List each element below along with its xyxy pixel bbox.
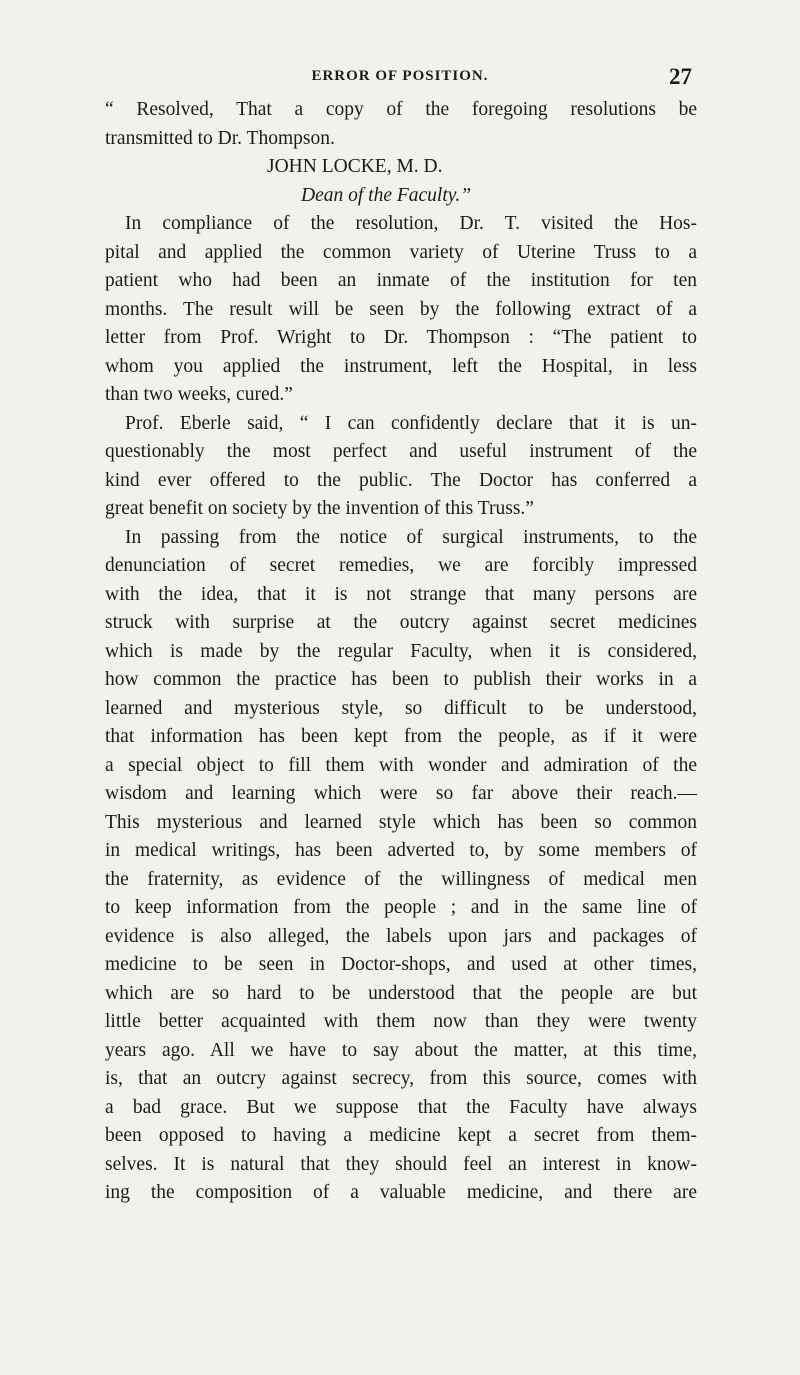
text-line: In compliance of the resolution, Dr. T. visited the Hos- <box>125 213 697 234</box>
text-line: little better acquainted with them now than they were twenty <box>105 1011 697 1032</box>
text-line: a bad grace. But we suppose that the Faculty have always <box>105 1096 697 1118</box>
text-line: JOHN LOCKE, M. D. <box>267 156 443 177</box>
text-line: pital and applied the common variety of Uterine Truss to a <box>105 241 697 263</box>
text-line: ing the composition of a valuable medicine, and there are <box>105 1182 697 1203</box>
text-line: Dean of the Faculty.” <box>301 184 472 206</box>
text-line: with the idea, that it is not strange that many persons are <box>105 583 697 605</box>
text-line: selves. It is natural that they should feel an interest in know- <box>105 1153 697 1175</box>
text-line: Prof. Eberle said, “ I can confidently declare that it is un- <box>125 412 697 434</box>
text-line: This mysterious and learned style which has been so common <box>105 811 697 833</box>
text-line: the fraternity, as evidence of the willingness of medical men <box>105 868 697 890</box>
running-head: ERROR OF POSITION. <box>311 68 489 84</box>
text-line: is, that an outcry against secrecy, from this source, comes with <box>105 1068 697 1089</box>
text-line: a special object to fill them with wonder and admiration of the <box>105 754 697 776</box>
body-text <box>105 96 697 1208</box>
text-line: “ Resolved, That a copy of the foregoing resolutions be <box>105 99 697 120</box>
text-line: letter from Prof. Wright to Dr. Thompson : “The patient to <box>105 327 697 348</box>
text-line: in medical writings, has been adverted to, by some members of <box>105 840 697 861</box>
text-line: medicine to be seen in Doctor-shops, and used at other times, <box>105 954 697 975</box>
text-line: learned and mysterious style, so difficult to be understood, <box>105 697 697 719</box>
text-line: years ago. All we have to say about the matter, at this time, <box>105 1039 697 1061</box>
text-line: to keep information from the people ; and in the same line of <box>105 897 697 918</box>
text-line: great benefit on society by the invention of this Truss.” <box>105 498 534 519</box>
text-line: than two weeks, cured.” <box>105 384 293 405</box>
text-line: how common the practice has been to publish their works in a <box>105 669 697 690</box>
page-header <box>108 64 692 90</box>
text-line: wisdom and learning which were so far above their reach.— <box>105 783 697 804</box>
text-line: denunciation of secret remedies, we are forcibly impressed <box>105 555 697 576</box>
text-line: been opposed to having a medicine kept a secret from them- <box>105 1125 697 1146</box>
text-line: that information has been kept from the people, as if it were <box>105 726 697 747</box>
text-line: patient who had been an inmate of the institution for ten <box>105 270 697 291</box>
text-line: questionably the most perfect and useful instrument of the <box>105 441 697 462</box>
text-line: struck with surprise at the outcry against secret medicines <box>105 612 697 633</box>
text-line: months. The result will be seen by the following extract of a <box>105 298 697 320</box>
text-line: evidence is also alleged, the labels upon jars and packages of <box>105 925 697 947</box>
text-line: whom you applied the instrument, left the Hospital, in less <box>105 355 697 377</box>
text-line: In passing from the notice of surgical instruments, to the <box>125 526 697 548</box>
text-line: which is made by the regular Faculty, when it is considered, <box>105 640 697 662</box>
text-line: transmitted to Dr. Thompson. <box>105 127 335 149</box>
page-number: 27 <box>669 64 692 89</box>
text-line: kind ever offered to the public. The Doctor has conferred a <box>105 469 697 491</box>
text-line: which are so hard to be understood that the people are but <box>105 982 697 1004</box>
